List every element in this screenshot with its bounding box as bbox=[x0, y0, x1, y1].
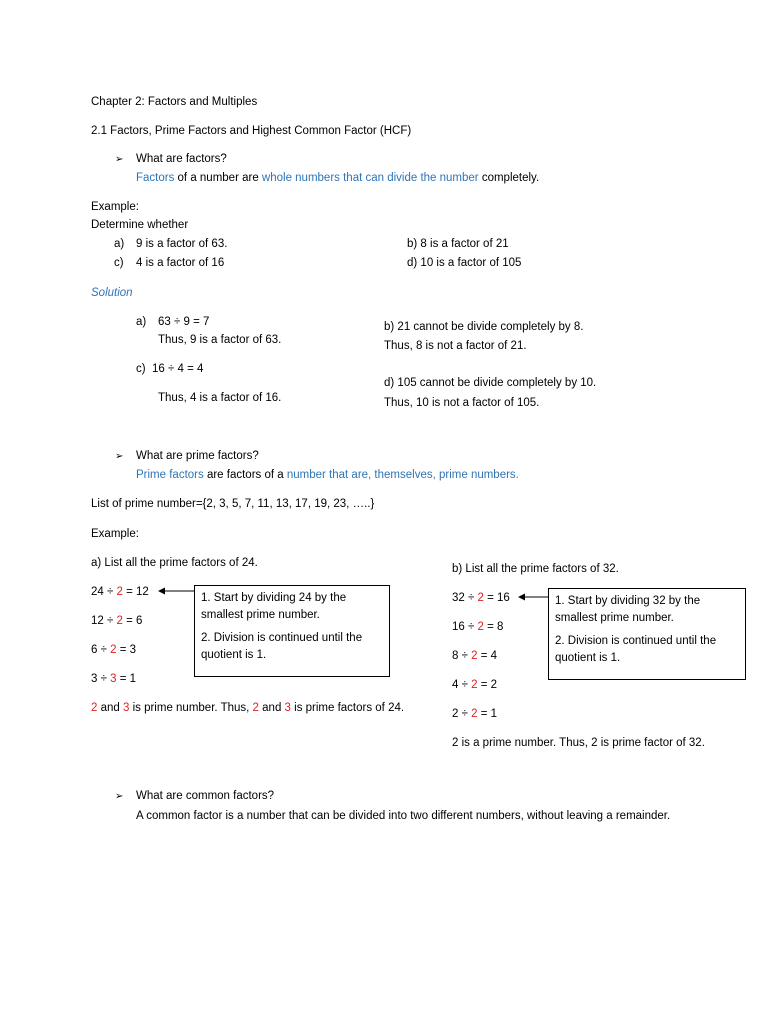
example-instruction: Determine whether bbox=[91, 219, 189, 231]
example2-b-conclusion: 2 is a prime number. Thus, 2 is prime factor of 32. bbox=[452, 737, 705, 749]
example-label: Example: bbox=[91, 201, 139, 213]
example2-a-conclusion: 2 and 3 is prime number. Thus, 2 and 3 is prime factors of 24. bbox=[91, 702, 405, 714]
division-step: 2 ÷ 2 = 1 bbox=[452, 708, 498, 720]
solution-b-line2: Thus, 8 is not a factor of 21. bbox=[384, 340, 527, 352]
prime-factors-highlight: number that are, themselves, prime numbers. bbox=[286, 469, 519, 481]
instruction-box-b: 1. Start by dividing 32 by the smallest prime number. 2. Division is continued until the quotient is 1. bbox=[548, 588, 746, 680]
factors-term: Factors bbox=[136, 172, 175, 184]
arrow-bullet-icon: ➢ bbox=[115, 451, 124, 462]
instruction-box-a: 1. Start by dividing 24 by the smallest prime number. 2. Division is continued until the quotient is 1. bbox=[194, 585, 390, 677]
chapter-title: Chapter 2: Factors and Multiples bbox=[91, 96, 258, 108]
solution-c-line2: Thus, 4 is a factor of 16. bbox=[158, 392, 282, 404]
division-step: 3 ÷ 3 = 1 bbox=[91, 673, 137, 685]
example2-b-title: b) List all the prime factors of 32. bbox=[452, 563, 619, 575]
arrow-bullet-icon: ➢ bbox=[115, 791, 124, 802]
pointer-arrow-icon bbox=[518, 597, 548, 601]
example-item-b: b) 8 is a factor of 21 bbox=[407, 238, 509, 250]
factors-definition: Factors of a number are whole numbers that can divide the number completely. bbox=[136, 172, 540, 184]
example2-a-title: a) List all the prime factors of 24. bbox=[91, 557, 258, 569]
factors-highlight: whole numbers that can divide the number bbox=[261, 172, 479, 184]
example-item-c-marker: c) bbox=[114, 257, 124, 269]
section-title: 2.1 Factors, Prime Factors and Highest Common Factor (HCF) bbox=[91, 125, 412, 137]
solution-a-line2: Thus, 9 is a factor of 63. bbox=[158, 334, 282, 346]
division-step: 4 ÷ 2 = 2 bbox=[452, 679, 498, 691]
solution-c-marker: c) bbox=[136, 363, 146, 375]
division-step: 16 ÷ 2 = 8 bbox=[452, 621, 504, 633]
division-step: 8 ÷ 2 = 4 bbox=[452, 650, 498, 662]
solution-b-line1: b) 21 cannot be divide completely by 8. bbox=[384, 321, 584, 333]
solution-d-line1: d) 105 cannot be divide completely by 10. bbox=[384, 377, 597, 389]
example-item-c: 4 is a factor of 16 bbox=[136, 257, 225, 269]
prime-number-list: List of prime number={2, 3, 5, 7, 11, 13, 17, 19, 23, …..} bbox=[91, 498, 375, 510]
prime-factors-question: What are prime factors? bbox=[136, 450, 259, 462]
division-step: 24 ÷ 2 = 12 bbox=[91, 586, 149, 598]
solution-label: Solution bbox=[91, 287, 133, 299]
prime-factors-definition: Prime factors are factors of a number that are, themselves, prime numbers. bbox=[136, 469, 519, 481]
solution-a-marker: a) bbox=[136, 316, 147, 328]
example-item-d: d) 10 is a factor of 105 bbox=[407, 257, 522, 269]
solution-a-line1: 63 ÷ 9 = 7 bbox=[158, 316, 210, 328]
division-step: 6 ÷ 2 = 3 bbox=[91, 644, 137, 656]
division-step: 32 ÷ 2 = 16 bbox=[452, 592, 510, 604]
solution-c-line1: 16 ÷ 4 = 4 bbox=[152, 363, 204, 375]
division-step: 12 ÷ 2 = 6 bbox=[91, 615, 143, 627]
solution-d-line2: Thus, 10 is not a factor of 105. bbox=[384, 397, 540, 409]
arrow-bullet-icon: ➢ bbox=[115, 154, 124, 165]
prime-factors-term: Prime factors bbox=[136, 469, 204, 481]
common-factors-question: What are common factors? bbox=[136, 790, 275, 802]
example-item-a-marker: a) bbox=[114, 238, 125, 250]
common-factors-definition: A common factor is a number that can be divided into two different numbers, without leaving a remainder. bbox=[136, 810, 671, 822]
example-item-a: 9 is a factor of 63. bbox=[136, 238, 228, 250]
factors-question: What are factors? bbox=[136, 153, 227, 165]
pointer-arrow-icon bbox=[158, 591, 194, 595]
example2-label: Example: bbox=[91, 528, 139, 540]
